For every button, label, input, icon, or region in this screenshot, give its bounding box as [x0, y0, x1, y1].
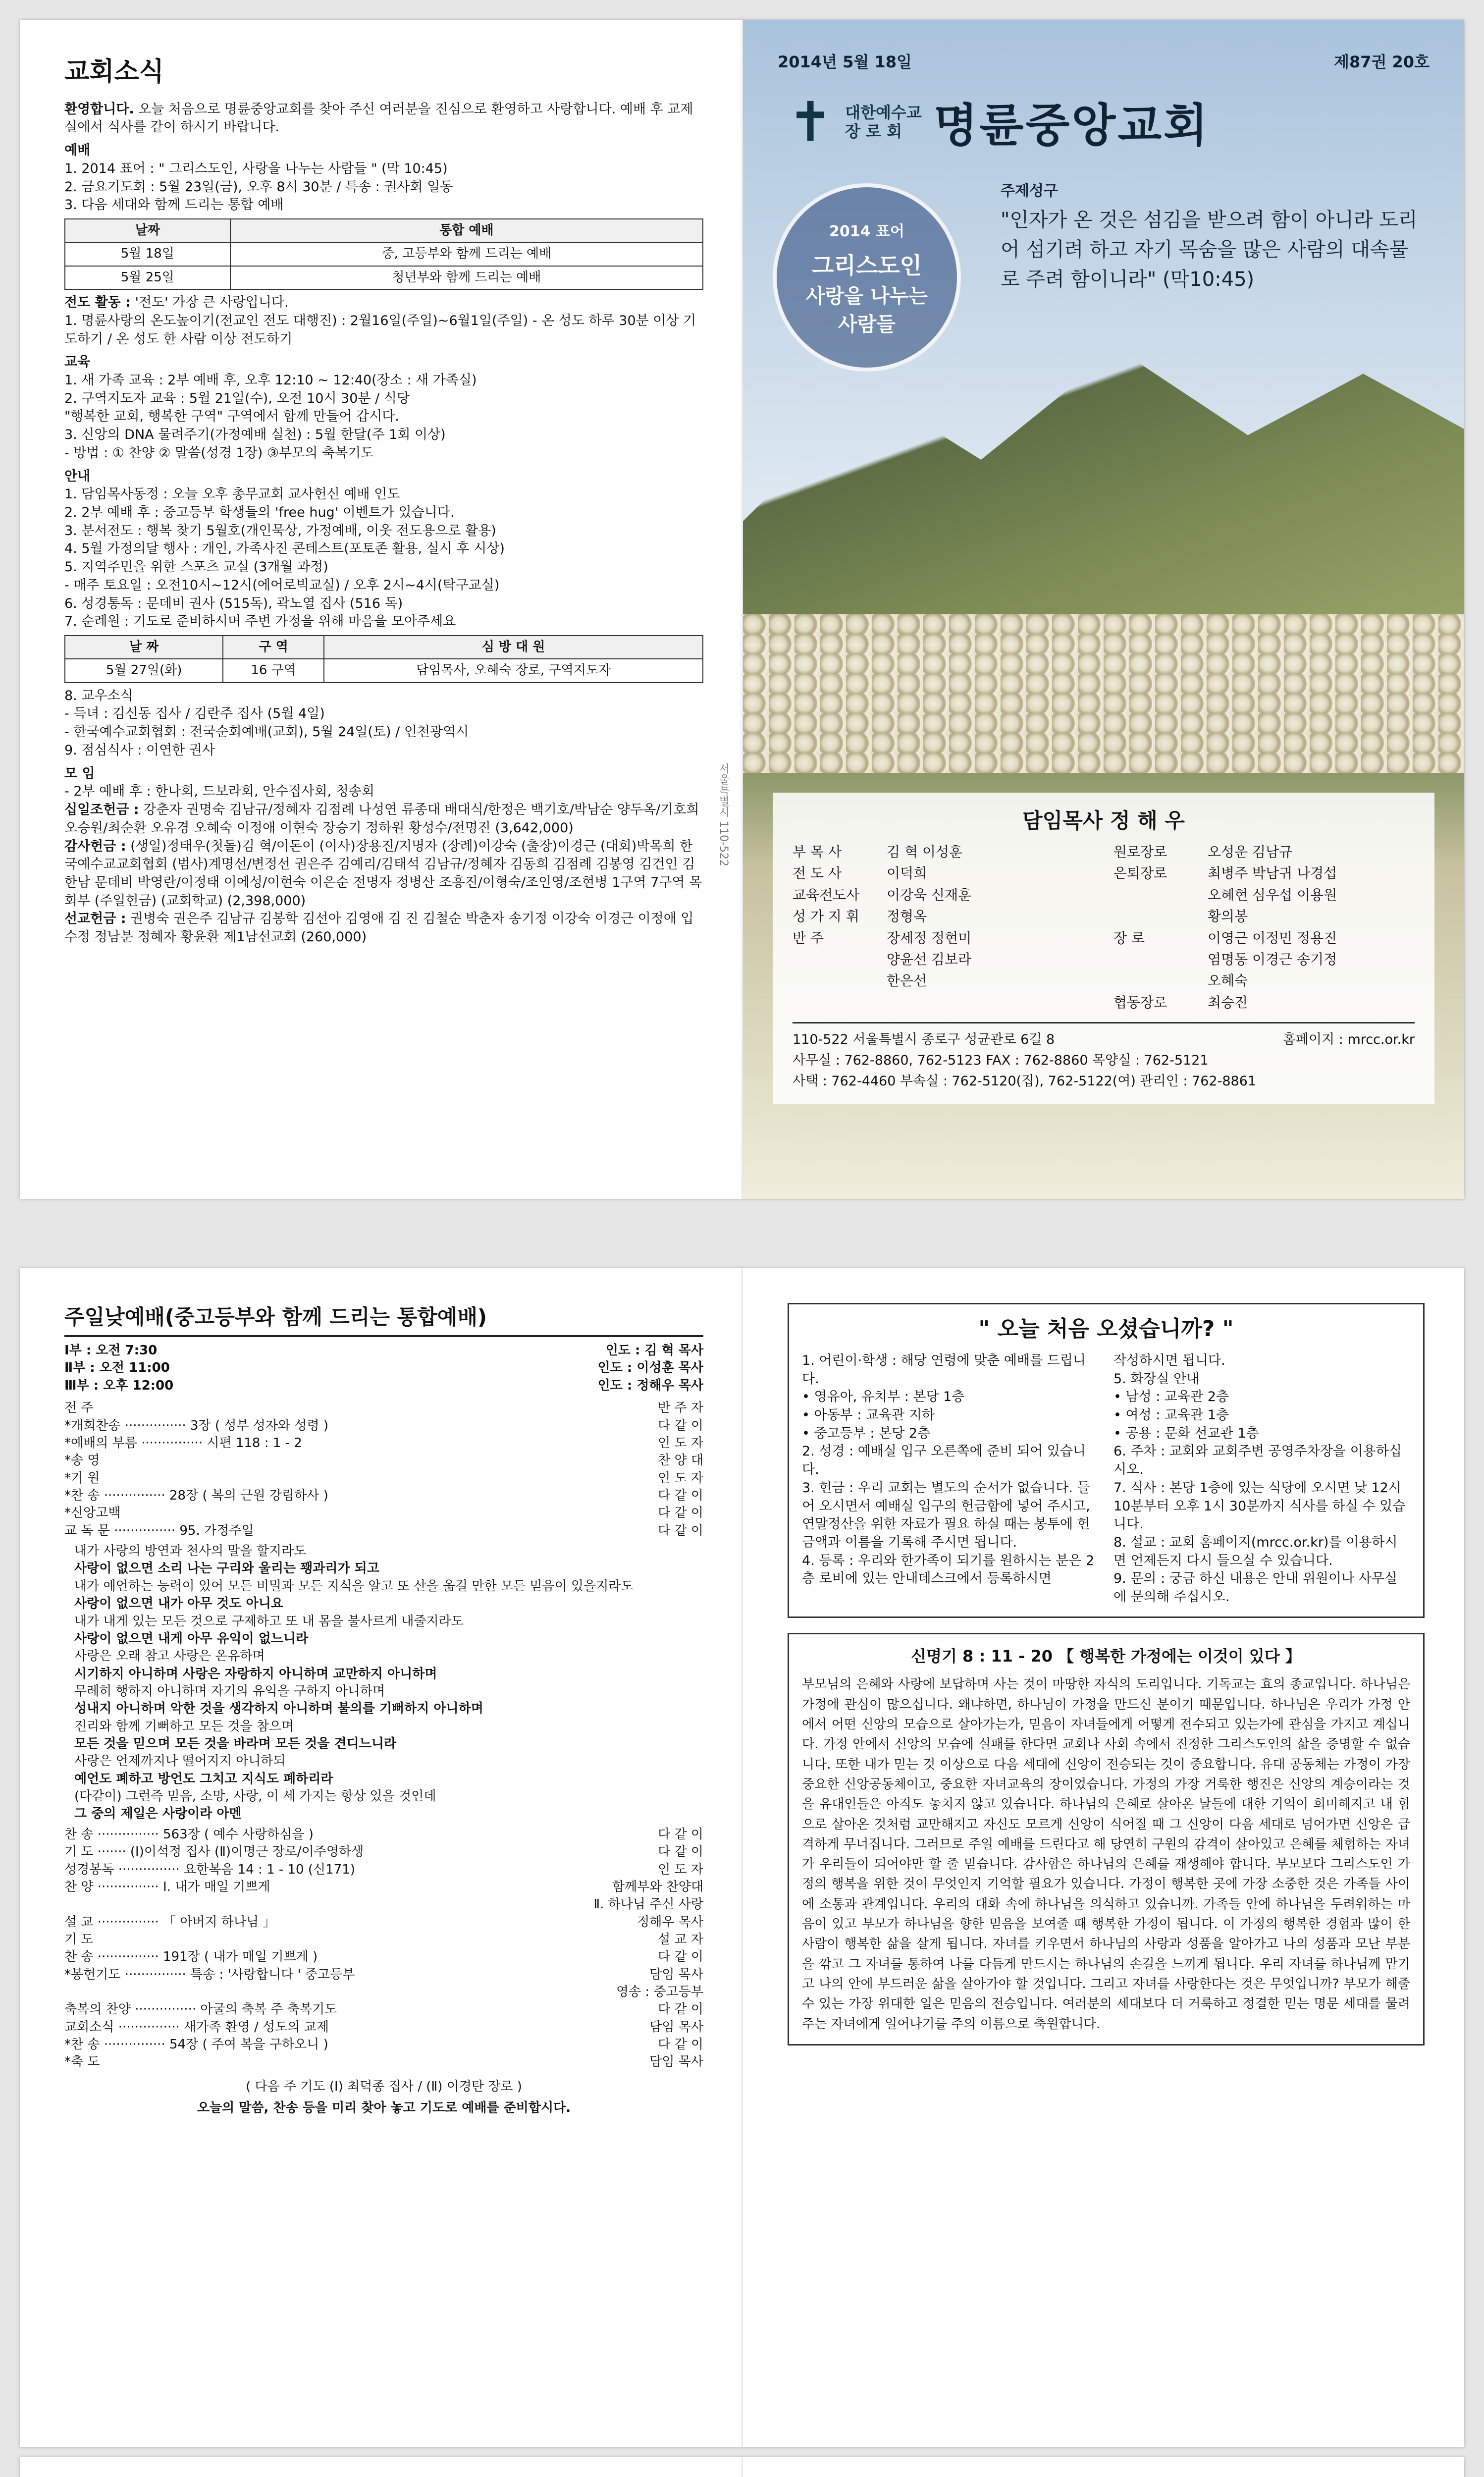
- order-person: 다 같 이: [658, 2037, 703, 2052]
- list-item: 1. 어린이·학생 : 해당 연령에 맞춘 예배를 드립니다.: [802, 1352, 1086, 1387]
- notice-item: 9. 점심식사 : 이연한 권사: [64, 742, 215, 758]
- order-item: *찬 송 ··············· 54장 ( 주여 복을 구하오니 ): [64, 2037, 328, 2052]
- order-item: 찬 송 ··············· 191장 ( 내가 매일 기쁘게 ): [64, 1949, 318, 1965]
- order-row: [64, 1879, 703, 1896]
- staff-row: [793, 906, 1094, 927]
- reading-line: 사랑은 언제까지나 떨어지지 아니하되: [74, 1754, 286, 1769]
- sermon-text: 부모님의 은혜와 사랑에 보답하며 사는 것이 마땅한 자식의 도리입니다. 기독교는 효의 종교입니다. 하나님은 가정에 관심이 많으십니다. 왜냐하면, 하나님이 가정을 만드신 분이기 때문입니다. 하나님은 우리가 가정 안에서 어떤 신앙의 모습으로 살아가는가, 믿음이 자녀들에게 어떻게 전수되고 있는가에 관심을 가지고 계십니다. 가정 안에서 신앙의 모습에 실패를 한다면 교회나 사회 속에서 진정한 그리스도인의 삶을 증명할 수 없습니다. 또한 내가 믿는 것 이상으로 다음 세대에 신앙이 전승되는 것이 중요합니다. 유대 공동체는 가정이 가장 중요한 신앙공동체이고, 중요한 자녀교육의 장이었습니다. 가정의 가장 거룩한 행진은 신앙의 계승이라는 것을 유대인들은 아직도 놓치지 않고 있습니다. 하나님의 은혜로 살아온 날들에 대한 기억이 희미해지고 내 힘으로 살아온 것처럼 교만해지고 자신도 모르게 신앙이 식어질 때 그 신앙이 다음 세대로 넘어가면 신앙은 급격하게 무너집니다. 그러므로 주일 예배를 드린다고 해 당연히 구원의 감격이 살아있고 은혜를 체험하는 자녀가 우리들이 되어야만 할 줄 믿습니다. 감사함은 하나님의 은혜를 재생해야 합니다. 부모보다 그리스도인 가정의 행복을 위한 것이 무엇인지 기억할 필요가 있습니다. 가정이 행복한 곳에 가장 소중한 것은 가족들 사이에 소통과 관계입니다. 우리의 대화 속에 하나님을 의식하고 있습니까. 가족들 안에 하나님을 두려워하는 마음이 있고 부모가 하나님을 향한 믿음을 보여줄 때 행복한 가정이 됩니다. 이 가정의 행복한 경험과 많이 한 사람이 행복한 삶을 살게 됩니다. 자녀를 키우면서 하나님의 사랑과 성품을 알아가고 나의 성품과 모난 부분을 깎고 그 자녀를 통하여 나를 다듬게 만드시는 하나님의 손길을 느끼게 됩니다. 우리 자녀를 하나님께 맡기고 나의 안에 부드러운 삶을 살아가야 할 것입니다. 그리고 자녀를 사랑한다는 것은 무엇입니까? 부모가 해줄 수 있는 가장 위대한 일은 믿음의 전승입니다. 여러분의 세대보다 더 거룩하고 정결한 믿는 명문 세대를 물려주는 자녀에게 일어나기를 주의 이름으로 축원합니다.: [802, 1677, 1410, 2032]
- service-time: Ⅲ부 : 오후 12:00: [64, 1378, 174, 1393]
- order-person: Ⅱ. 하나님 주신 사랑: [593, 1897, 703, 1912]
- visitor-info-right: [1113, 1352, 1410, 1607]
- order-person: 설 교 자: [658, 1932, 703, 1947]
- sermon-box: [788, 1633, 1425, 2046]
- order-of-worship: [64, 1826, 703, 2071]
- reading-line: 예언도 폐하고 방언도 그치고 지식도 폐하리라: [74, 1771, 333, 1786]
- order-person: 인 도 자: [658, 1862, 703, 1877]
- staff-row: [793, 862, 1094, 884]
- staff-names: 오혜숙: [1208, 972, 1248, 989]
- education-item: 1. 새 가족 교육 : 2부 예배 후, 오후 12:10 ~ 12:40(장소 : 새 가족실): [64, 372, 477, 388]
- list-item: • 중고등부 : 본당 2층: [802, 1425, 931, 1441]
- reading-line: 사랑이 없으면 소리 나는 구리와 울리는 꽹과리가 되고: [74, 1561, 379, 1576]
- tithe-text: 십일조헌금 : 강춘자 권명숙 김남규/정혜자 김점례 나성연 류종대 배대식/한정은 백기호/박남순 양두옥/기호희 오승원/최순환 오유경 오혜숙 이정애 이현숙 장승기 정하원 황성수/전명진 (3,642,000): [64, 802, 699, 836]
- order-row: [64, 2036, 703, 2053]
- staff-row: [1113, 906, 1415, 927]
- order-person: 다 같 이: [658, 1488, 703, 1503]
- order-person: 담임 목사: [649, 2019, 703, 2035]
- order-of-worship: [64, 1400, 703, 1540]
- notice-item: 1. 담임목사동정 : 오늘 오후 총무교회 교사헌신 예배 인도: [64, 486, 400, 502]
- order-row: [64, 1435, 703, 1452]
- thanks-text: 감사헌금 : (생일)정태우(첫돌)김 혁/이돈이 (이사)장용진/지명자 (장례)이강숙 (출장)이경근 (대회)박목희 한국예수교교회협회 (범사)계명선/변정선 권은주 김예리/김태석 김남규/정혜자 김동희 김점례 김봉영 김건인 김한남 문데비 박영란/이정태 이에성/이현숙 이은순 전명자 정병산 조흥진/이형숙/조인영/조현병 1구역 7구역 목회부 (주일헌금) (교회학교) (2,398,000): [64, 838, 702, 909]
- order-row: [64, 1826, 703, 1843]
- order-row: [64, 1984, 703, 2001]
- reading-line: 사랑이 없으면 내게 아무 유익이 없느니라: [74, 1631, 309, 1646]
- notice-item: 5. 지역주민을 위한 스포츠 교실 (3개월 과정): [64, 559, 328, 575]
- order-item: 교회소식 ··············· 새가족 환영 / 성도의 교제: [64, 2019, 329, 2035]
- order-item: 찬 양 ··············· Ⅰ. 내가 매일 기쁘게: [64, 1879, 270, 1894]
- staff-names: 양윤선 김보라: [887, 951, 972, 968]
- cross-icon: ✝: [788, 90, 834, 154]
- staff-row: [793, 841, 1094, 862]
- order-item: *축 도: [64, 2054, 100, 2070]
- weekday-worship-page: [20, 2457, 743, 2477]
- list-item: 작성하시면 됩니다.: [1113, 1352, 1225, 1368]
- staff-names: 장세정 정현미: [887, 929, 972, 946]
- order-person: 담임 목사: [649, 1967, 703, 1982]
- order-row: [64, 1843, 703, 1861]
- staff-role: [1113, 949, 1208, 970]
- order-person: 다 같 이: [658, 1418, 703, 1433]
- order-item: 기 도 ······· (Ⅰ)이석정 집사 (Ⅱ)이명근 장로/이주영하생: [64, 1844, 364, 1860]
- education-heading: 교육: [64, 354, 91, 370]
- service-row: [64, 1342, 703, 1359]
- worship-item: 2. 금요기도회 : 5월 23일(금), 오후 8시 30분 / 특송 : 권사회 일동: [64, 179, 453, 195]
- cover-page: [743, 20, 1464, 1199]
- list-item: 9. 문의 : 궁금 하신 내용은 안내 위원이나 사무실에 문의해 주십시오.: [1113, 1571, 1397, 1605]
- order-person: 다 같 이: [658, 1506, 703, 1521]
- staff-row: [1113, 927, 1415, 949]
- list-item: • 영유아, 유치부 : 본당 1층: [802, 1389, 965, 1405]
- order-item: 찬 송 ··············· 563장 ( 예수 사랑하심을 ): [64, 1827, 314, 1842]
- worship-title: 주일낮예배(중고등부와 함께 드리는 통합예배): [64, 1303, 703, 1337]
- order-person: 영송 : 중고등부: [616, 1985, 703, 2000]
- staff-row: [1113, 862, 1415, 884]
- notice-item: - 매주 토요일 : 오전10시~12시(에어로빅교실) / 오후 2시~4시(탁구교실): [64, 577, 500, 593]
- notice-heading: 안내: [64, 468, 91, 484]
- order-row: [64, 1400, 703, 1417]
- bulletin-date: 2014년 5월 18일: [778, 53, 912, 71]
- staff-row: [793, 949, 1094, 970]
- reading-line: 시기하지 아니하며 사랑은 자랑하지 아니하며 교만하지 아니하며: [74, 1666, 437, 1681]
- theme-label: 주제성구: [1001, 182, 1058, 200]
- staff-list-right: [1113, 841, 1415, 1013]
- notice-item: 7. 순례원 : 기도로 준비하시며 주변 가정을 위해 마음을 모아주세요: [64, 614, 456, 630]
- order-person: 인 도 자: [658, 1470, 703, 1486]
- welcome-text: 환영합니다. 오늘 처음으로 명륜중앙교회를 찾아 주신 여러분을 진심으로 환영하고 사랑합니다. 예배 후 교제실에서 식사를 같이 하시기 바랍니다.: [64, 101, 693, 135]
- reading-line: (다같이) 그런즉 믿음, 소망, 사랑, 이 세 가지는 항상 있을 것인데: [74, 1789, 436, 1804]
- list-item: 5. 화장실 안내: [1113, 1371, 1200, 1387]
- worship-item: 1. 2014 표어 : " 그리스도인, 사랑을 나누는 사람들 " (막 10:45): [64, 161, 448, 176]
- reading-line: 사랑은 오래 참고 사랑은 온유하며: [74, 1649, 265, 1664]
- evangelism-text: 전도 활동 : '전도' 가장 큰 사랑입니다.: [64, 295, 289, 311]
- education-item: "행복한 교회, 행복한 구역" 구역에서 함께 만들어 갑시다.: [64, 409, 399, 425]
- order-item: *신앙고백: [64, 1506, 121, 1521]
- service-leader: 인도 : 이성훈 목사: [597, 1360, 703, 1376]
- visitor-title: " 오늘 처음 오셨습니까? ": [978, 1316, 1234, 1342]
- order-person: 다 같 이: [658, 1523, 703, 1538]
- staff-role: 전 도 사: [793, 865, 842, 882]
- visitor-info-left: [802, 1352, 1099, 1607]
- order-item: 설 교 ··············· 「 아버지 하나님 」: [64, 1914, 276, 1930]
- responsive-reading: [74, 1543, 703, 1823]
- order-row: [64, 1417, 703, 1435]
- reading-line: 그 중의 제일은 사랑이라 아멘: [74, 1806, 242, 1822]
- staff-role: 협동장로: [1113, 994, 1167, 1011]
- order-item: *봉헌기도 ··············· 특송 : '사랑합니다 ' 중고등부: [64, 1967, 355, 1982]
- church-name: 명륜중앙교회: [933, 99, 1210, 152]
- sermon-title: 신명기 8 : 11 - 20 【 행복한 가정에는 이것이 있다 】: [911, 1646, 1301, 1666]
- service-row: [64, 1359, 703, 1377]
- service-times: [64, 1342, 703, 1395]
- next-prayer: ( 다음 주 기도 (Ⅰ) 최덕종 집사 / (Ⅱ) 이경탄 장로 ): [246, 2079, 522, 2094]
- notice-item: - 득녀 : 김신동 집사 / 김란주 집사 (5월 4일): [64, 706, 325, 722]
- service-leader: 인도 : 김 혁 목사: [605, 1343, 703, 1358]
- worship-footer: 오늘의 말씀, 찬송 등을 미리 찾아 놓고 기도로 예배를 준비합시다.: [197, 2100, 571, 2116]
- page-title: 교회소식: [64, 57, 164, 87]
- denomination: 장 로 회: [845, 122, 902, 141]
- news-page: [20, 20, 743, 1199]
- denomination: 대한예수교: [845, 103, 922, 122]
- order-item: *찬 송 ··············· 28장 ( 복의 근원 강림하사 ): [64, 1488, 328, 1503]
- staff-names: 이덕희: [887, 865, 927, 882]
- schedule-page: [743, 2457, 1464, 2477]
- order-row: [64, 1487, 703, 1505]
- service-time: Ⅱ부 : 오전 11:00: [64, 1360, 170, 1376]
- staff-list-left: [793, 841, 1094, 1013]
- order-row: [64, 2019, 703, 2036]
- staff-names: 한은선: [887, 972, 927, 989]
- order-item: 기 도: [64, 1932, 94, 1947]
- staff-role: 성 가 지 휘: [793, 908, 859, 925]
- notice-item: 8. 교우소식: [64, 688, 133, 703]
- list-item: 8. 설교 : 교회 홈페이지(mrcc.or.kr)를 이용하시면 언제든지 다시 들으실 수 있습니다.: [1113, 1535, 1398, 1568]
- reading-line: 무례히 행하지 아니하며 자기의 유익을 구하지 아니하며: [74, 1683, 385, 1699]
- staff-row: [793, 927, 1094, 949]
- staff-row: [1113, 884, 1415, 906]
- service-row: [64, 1377, 703, 1395]
- joint-worship-table: 날짜 통합 예배 5월 18일 중, 고등부와 함께 드리는 예배 5월 25일 청년부와 함께 드리는 예배: [64, 218, 703, 290]
- staff-names: 최병주 박남귀 나경섭: [1208, 865, 1337, 882]
- reading-line: 진리와 함께 기뻐하고 모든 것을 참으며: [74, 1719, 294, 1734]
- homepage: 홈페이지 : mrcc.or.kr: [1282, 1032, 1415, 1048]
- phone-line: 사무실 : 762-8860, 762-5123 FAX : 762-8860 목양실 : 762-5121: [793, 1052, 1209, 1068]
- staff-role: 장 로: [1113, 929, 1145, 946]
- worship-item: 3. 다음 세대와 함께 드리는 통합 예배: [64, 197, 284, 213]
- notice-item: 3. 분서전도 : 행복 찾기 5월호(개인묵상, 가정예배, 이웃 전도용으로 활용): [64, 523, 496, 538]
- staff-role: [1113, 884, 1208, 906]
- education-item: - 방법 : ① 찬양 ② 말씀(성경 1장) ③부모의 축복기도: [64, 445, 374, 461]
- list-item: • 여성 : 교육관 1층: [1113, 1407, 1229, 1423]
- order-item: *기 원: [64, 1470, 100, 1486]
- reading-line: 모든 것을 믿으며 모든 것을 바라며 모든 것을 견디느니라: [74, 1736, 397, 1752]
- service-leader: 인도 : 정해우 목사: [597, 1378, 703, 1393]
- reading-line: 내가 내게 있는 모든 것으로 구제하고 또 내 몸을 불사르게 내줄지라도: [74, 1614, 464, 1629]
- mission-text: 선교헌금 : 권병숙 권은주 김남규 김봉학 김선아 김영애 김 진 김철순 박춘자 송기정 이강숙 이경근 이정애 입수정 정남분 정혜자 황윤환 제1남선교회 (260,000): [64, 911, 694, 945]
- order-row: [64, 1966, 703, 1984]
- staff-role: 반 주: [793, 929, 824, 946]
- visitor-page: [743, 1268, 1464, 2447]
- worship-heading: 예배: [64, 143, 91, 159]
- service-time: Ⅰ부 : 오전 7:30: [64, 1343, 158, 1358]
- order-person: 다 같 이: [658, 1949, 703, 1965]
- staff-row: [793, 970, 1094, 991]
- list-item: • 공용 : 문화 선교관 1층: [1113, 1425, 1259, 1441]
- staff-names: 오혜현 심우섭 이용원: [1208, 886, 1337, 903]
- phone-line: 사택 : 762-4460 부속실 : 762-5120(집), 762-5122(여) 관리인 : 762-8861: [793, 1073, 1257, 1089]
- education-item: 2. 구역지도자 교육 : 5월 21일(수), 오전 10시 30분 / 식당: [64, 390, 410, 406]
- notice-item: 2. 2부 예배 후 : 중고등부 학생들의 'free hug' 이벤트가 있습니다.: [64, 505, 455, 521]
- theme-oval: 2014 표어 그리스도인 사랑을 나누는 사람들: [773, 183, 961, 372]
- staff-row: [1113, 841, 1415, 862]
- order-item: *개회찬송 ··············· 3장 ( 성부 성자와 성령 ): [64, 1418, 329, 1433]
- staff-names: 정형옥: [887, 908, 927, 925]
- list-item: 4. 등록 : 우리와 한가족이 되기를 원하시는 분은 2층 로비에 있는 안내데스크에서 등록하시면: [802, 1553, 1095, 1587]
- evangelism-item: 1. 명륜사랑의 온도높이기(전교인 전도 대행진) : 2월16일(주일)~6월1일(주일) - 온 성도 하루 30분 이상 기도하기 / 온 성도 한 사람 이상 전도하기: [64, 313, 696, 347]
- pastor-name: 담임목사 정 해 우: [1022, 808, 1185, 833]
- order-item: 축복의 찬양 ··············· 아굴의 축복 주 축복기도: [64, 2002, 337, 2017]
- order-row: [64, 2001, 703, 2018]
- list-item: • 아동부 : 교육관 지하: [802, 1407, 935, 1423]
- order-row: [64, 1505, 703, 1522]
- visitor-box: [788, 1303, 1425, 1618]
- theme-verse: "인자가 온 것은 섬김을 받으려 함이 아니라 도리어 섬기려 하고 자기 목숨을 많은 사람의 대속물로 주려 함이니라" (막10:45): [1001, 209, 1418, 291]
- staff-names: 김 혁 이성훈: [887, 844, 963, 860]
- staff-role: [1113, 970, 1208, 991]
- sunday-worship-page: [20, 1268, 743, 2447]
- order-item: 전 주: [64, 1400, 94, 1416]
- reading-line: 내가 예언하는 능력이 있어 모든 비밀과 모든 지식을 알고 또 산을 옮길 만한 모든 믿음이 있을지라도: [74, 1578, 634, 1594]
- staff-row: [793, 884, 1094, 906]
- side-note: 서울특별시 110-522: [717, 763, 730, 866]
- order-person: 인 도 자: [658, 1435, 703, 1451]
- order-item: 교 독 문 ··············· 95. 가정주일: [64, 1523, 254, 1538]
- order-person: 담임 목사: [649, 2054, 703, 2070]
- staff-names: 황의봉: [1208, 908, 1248, 925]
- order-person: 다 같 이: [658, 2002, 703, 2017]
- list-item: • 남성 : 교육관 2층: [1113, 1389, 1229, 1405]
- staff-row: [1113, 949, 1415, 970]
- order-row: [64, 1948, 703, 1966]
- staff-role: [793, 970, 887, 991]
- visit-table: 날 짜 구 역 심 방 대 원 5월 27일(화) 16 구역 담임목사, 오혜숙 장로, 구역지도자: [64, 635, 703, 683]
- staff-row: [1113, 970, 1415, 991]
- staff-role: [793, 949, 887, 970]
- staff-names: 염명동 이경근 송기정: [1208, 951, 1337, 968]
- issue-number: 제87권 20호: [1334, 53, 1430, 71]
- order-row: [64, 1522, 703, 1540]
- order-row: [64, 1931, 703, 1948]
- list-item: 3. 헌금 : 우리 교회는 별도의 순서가 없습니다. 들어 오시면서 예배실 입구의 헌금함에 넣어 주시고, 연말정산을 위한 자료가 필요 하실 때는 봉투에 헌금액과 이름을 기록해 주시면 됩니다.: [802, 1480, 1090, 1551]
- church-address: 110-522 서울특별시 종로구 성균관로 6길 8: [793, 1032, 1055, 1048]
- staff-role: [1113, 906, 1208, 927]
- order-person: 다 같 이: [658, 1844, 703, 1860]
- order-person: 반 주 자: [658, 1400, 703, 1416]
- notice-item: 4. 5월 가정의달 행사 : 개인, 가족사진 콘테스트(포토존 활용, 실시 후 시상): [64, 541, 505, 557]
- mountain-image: [743, 337, 1464, 644]
- order-row: [64, 1896, 703, 1913]
- order-person: 함께부와 찬양대: [612, 1879, 703, 1894]
- order-item: *송 영: [64, 1453, 100, 1468]
- staff-names: 이강욱 신재훈: [887, 886, 972, 903]
- order-person: 다 같 이: [658, 1827, 703, 1842]
- notice-item: 6. 성경통독 : 문데비 권사 (515독), 곽노열 집사 (516 독): [64, 595, 403, 611]
- meeting-heading: 모 임: [64, 765, 95, 781]
- order-person: 찬 양 대: [658, 1453, 703, 1468]
- order-item: 성경봉독 ··············· 요한복음 14 : 1 - 10 (신171): [64, 1862, 355, 1877]
- order-row: [64, 1452, 703, 1469]
- education-item: 3. 신앙의 DNA 물려주기(가정예배 실천) : 5월 한달(주 1회 이상): [64, 427, 446, 443]
- order-row: [64, 1861, 703, 1879]
- staff-names: 최승진: [1208, 994, 1248, 1011]
- staff-names: 이영근 이정민 정용진: [1208, 929, 1337, 946]
- order-row: [64, 2053, 703, 2071]
- reading-line: 내가 사랑의 방연과 천사의 말을 할지라도: [74, 1544, 307, 1559]
- order-item: *예배의 부름 ··············· 시편 118 : 1 - 2: [64, 1435, 302, 1451]
- staff-names: 오성운 김남규: [1208, 844, 1293, 860]
- sheep-image: [743, 614, 1464, 773]
- list-item: 2. 성경 : 예배실 입구 오른쪽에 준비 되어 있습니다.: [802, 1444, 1086, 1478]
- staff-role: 부 목 사: [793, 844, 842, 860]
- list-item: 6. 주차 : 교회와 교회주변 공영주차장을 이용하십시오.: [1113, 1444, 1402, 1478]
- staff-role: 원로장로: [1113, 844, 1167, 860]
- notice-item: - 한국예수교회협회 : 전국순회예배(교회), 5월 24일(토) / 인천광역시: [64, 724, 469, 740]
- reading-line: 성내지 아니하며 악한 것을 생각하지 아니하며 불의를 기뻐하지 아니하며: [74, 1701, 483, 1717]
- order-person: 정해우 목사: [637, 1914, 703, 1930]
- staff-role: 은퇴장로: [1113, 865, 1167, 882]
- staff-role: 교육전도사: [793, 886, 860, 903]
- list-item: 7. 식사 : 본당 1층에 있는 식당에 오시면 낮 12시 10분부터 오후 1시 30분까지 식사를 하실 수 있습니다.: [1113, 1480, 1406, 1532]
- order-row: [64, 1470, 703, 1487]
- staff-row: [1113, 992, 1415, 1013]
- meeting-item: - 2부 예배 후 : 한나회, 드보라회, 안수집사회, 청송회: [64, 784, 374, 800]
- reading-line: 사랑이 없으면 내가 아무 것도 아니요: [74, 1596, 283, 1612]
- order-row: [64, 1914, 703, 1931]
